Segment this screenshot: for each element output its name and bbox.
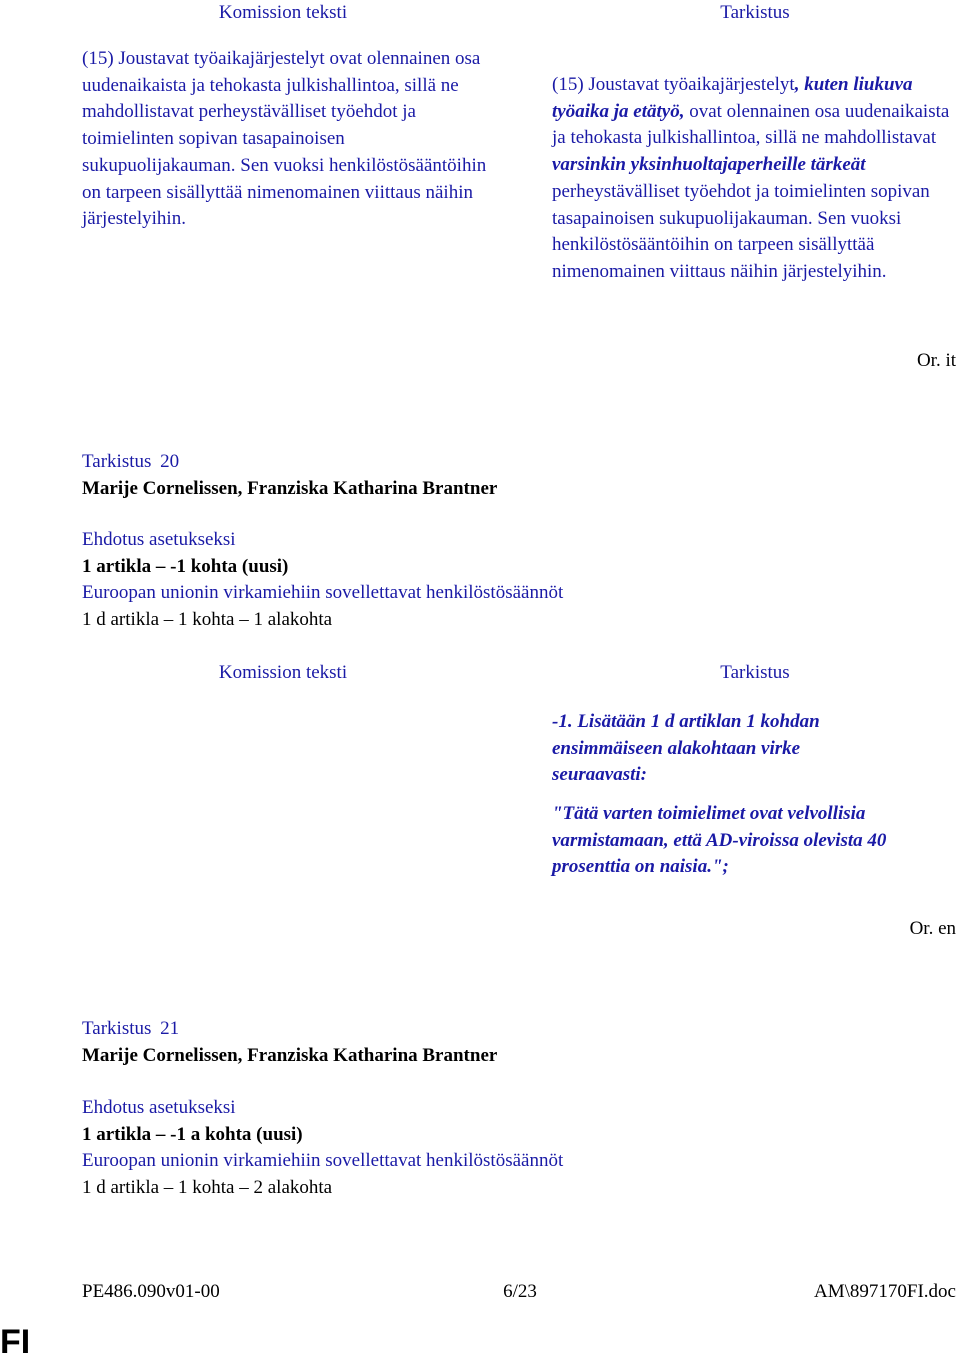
amendment-21-title (82, 1016, 179, 1043)
column-header-commission-text: Komission teksti (218, 662, 348, 683)
amendment-20-sub-ref: 1 d artikla – 1 kohta – 1 alakohta (82, 609, 333, 630)
footer-page-number: 6/23 (503, 1281, 537, 1302)
amendment-20-authors: Marije Cornelissen, Franziska Katharina Brantner (82, 478, 498, 499)
amendment-text-inserted-fragment: varsinkin yksinhuoltajaperheille tärkeät (552, 154, 866, 176)
original-language-en: Or. en (909, 918, 956, 939)
amendment-number: 21 (160, 1018, 180, 1039)
amendment-text-fragment: (15) Joustavat työaikajärjestelyt (552, 74, 795, 95)
footer-document-reference: PE486.090v01-00 (82, 1281, 220, 1302)
amendment-20-insertion-instruction: -1. Lisätään 1 d artiklan 1 kohdan ensimmäiseen alakohtaan virke seuraavasti: (552, 711, 820, 786)
amendment-text-fragment: perheystävälliset työehdot ja toimielinten sopivan tasapainoisen sukupuolijakauman. Sen vuoksi henkilöstösääntöihin on tarpeen sisällyttää nimenomainen viittaus näihin järjestelyihin. (552, 180, 930, 282)
amendment-title-prefix: Tarkistus (82, 451, 152, 472)
column-header-commission-text: Komission teksti (218, 2, 348, 23)
amendment-21-authors: Marije Cornelissen, Franziska Katharina Brantner (82, 1045, 498, 1066)
amendment-21-proposal-label: Ehdotus asetukseksi (82, 1097, 236, 1118)
footer-language-code: FI (0, 1323, 31, 1361)
amendment-20-inserted-sentence: "Tätä varten toimielimet ovat velvollisia varmistamaan, että AD-viroissa olevista 40 prosenttia on naisia."; (552, 803, 887, 878)
amendment-text-recital-15 (552, 72, 952, 286)
amendment-20-regulation: Euroopan unionin virkamiehiin sovellettavat henkilöstösäännöt (82, 582, 564, 603)
column-header-amendment: Tarkistus (720, 2, 790, 23)
amendment-21-regulation: Euroopan unionin virkamiehiin sovellettavat henkilöstösäännöt (82, 1150, 564, 1171)
footer-file-reference: AM\897170FI.doc (814, 1281, 956, 1302)
amendment-title-prefix: Tarkistus (82, 1018, 152, 1039)
commission-text-recital-15: (15) Joustavat työaikajärjestelyt ovat olennainen osa uudenaikaista ja tehokasta julkishallintoa, sillä ne mahdollistavat perheystävälliset työehdot ja toimielinten sopivan tasapainoisen sukupuolijakauman. Sen vuoksi henkilöstösääntöihin on tarpeen sisällyttää nimenomainen viittaus näihin järjestelyihin. (82, 48, 487, 230)
amendment-21-article-ref: 1 artikla – -1 a kohta (uusi) (82, 1124, 303, 1145)
original-language-it: Or. it (916, 350, 956, 371)
amendment-text-fragment: ovat olennainen osa uudenaikaista ja tehokasta julkishallintoa, sillä ne mahdollistavat (552, 100, 950, 149)
amendment-number: 20 (160, 451, 180, 472)
amendment-20-proposal-label: Ehdotus asetukseksi (82, 529, 236, 550)
amendment-text-inserted-fragment: , kuten liukuva työaika ja etätyö, (552, 74, 913, 122)
column-header-amendment: Tarkistus (720, 662, 790, 683)
amendment-21-sub-ref: 1 d artikla – 1 kohta – 2 alakohta (82, 1177, 333, 1198)
amendment-20-title (82, 449, 179, 476)
amendment-20-article-ref: 1 artikla – -1 kohta (uusi) (82, 556, 289, 577)
